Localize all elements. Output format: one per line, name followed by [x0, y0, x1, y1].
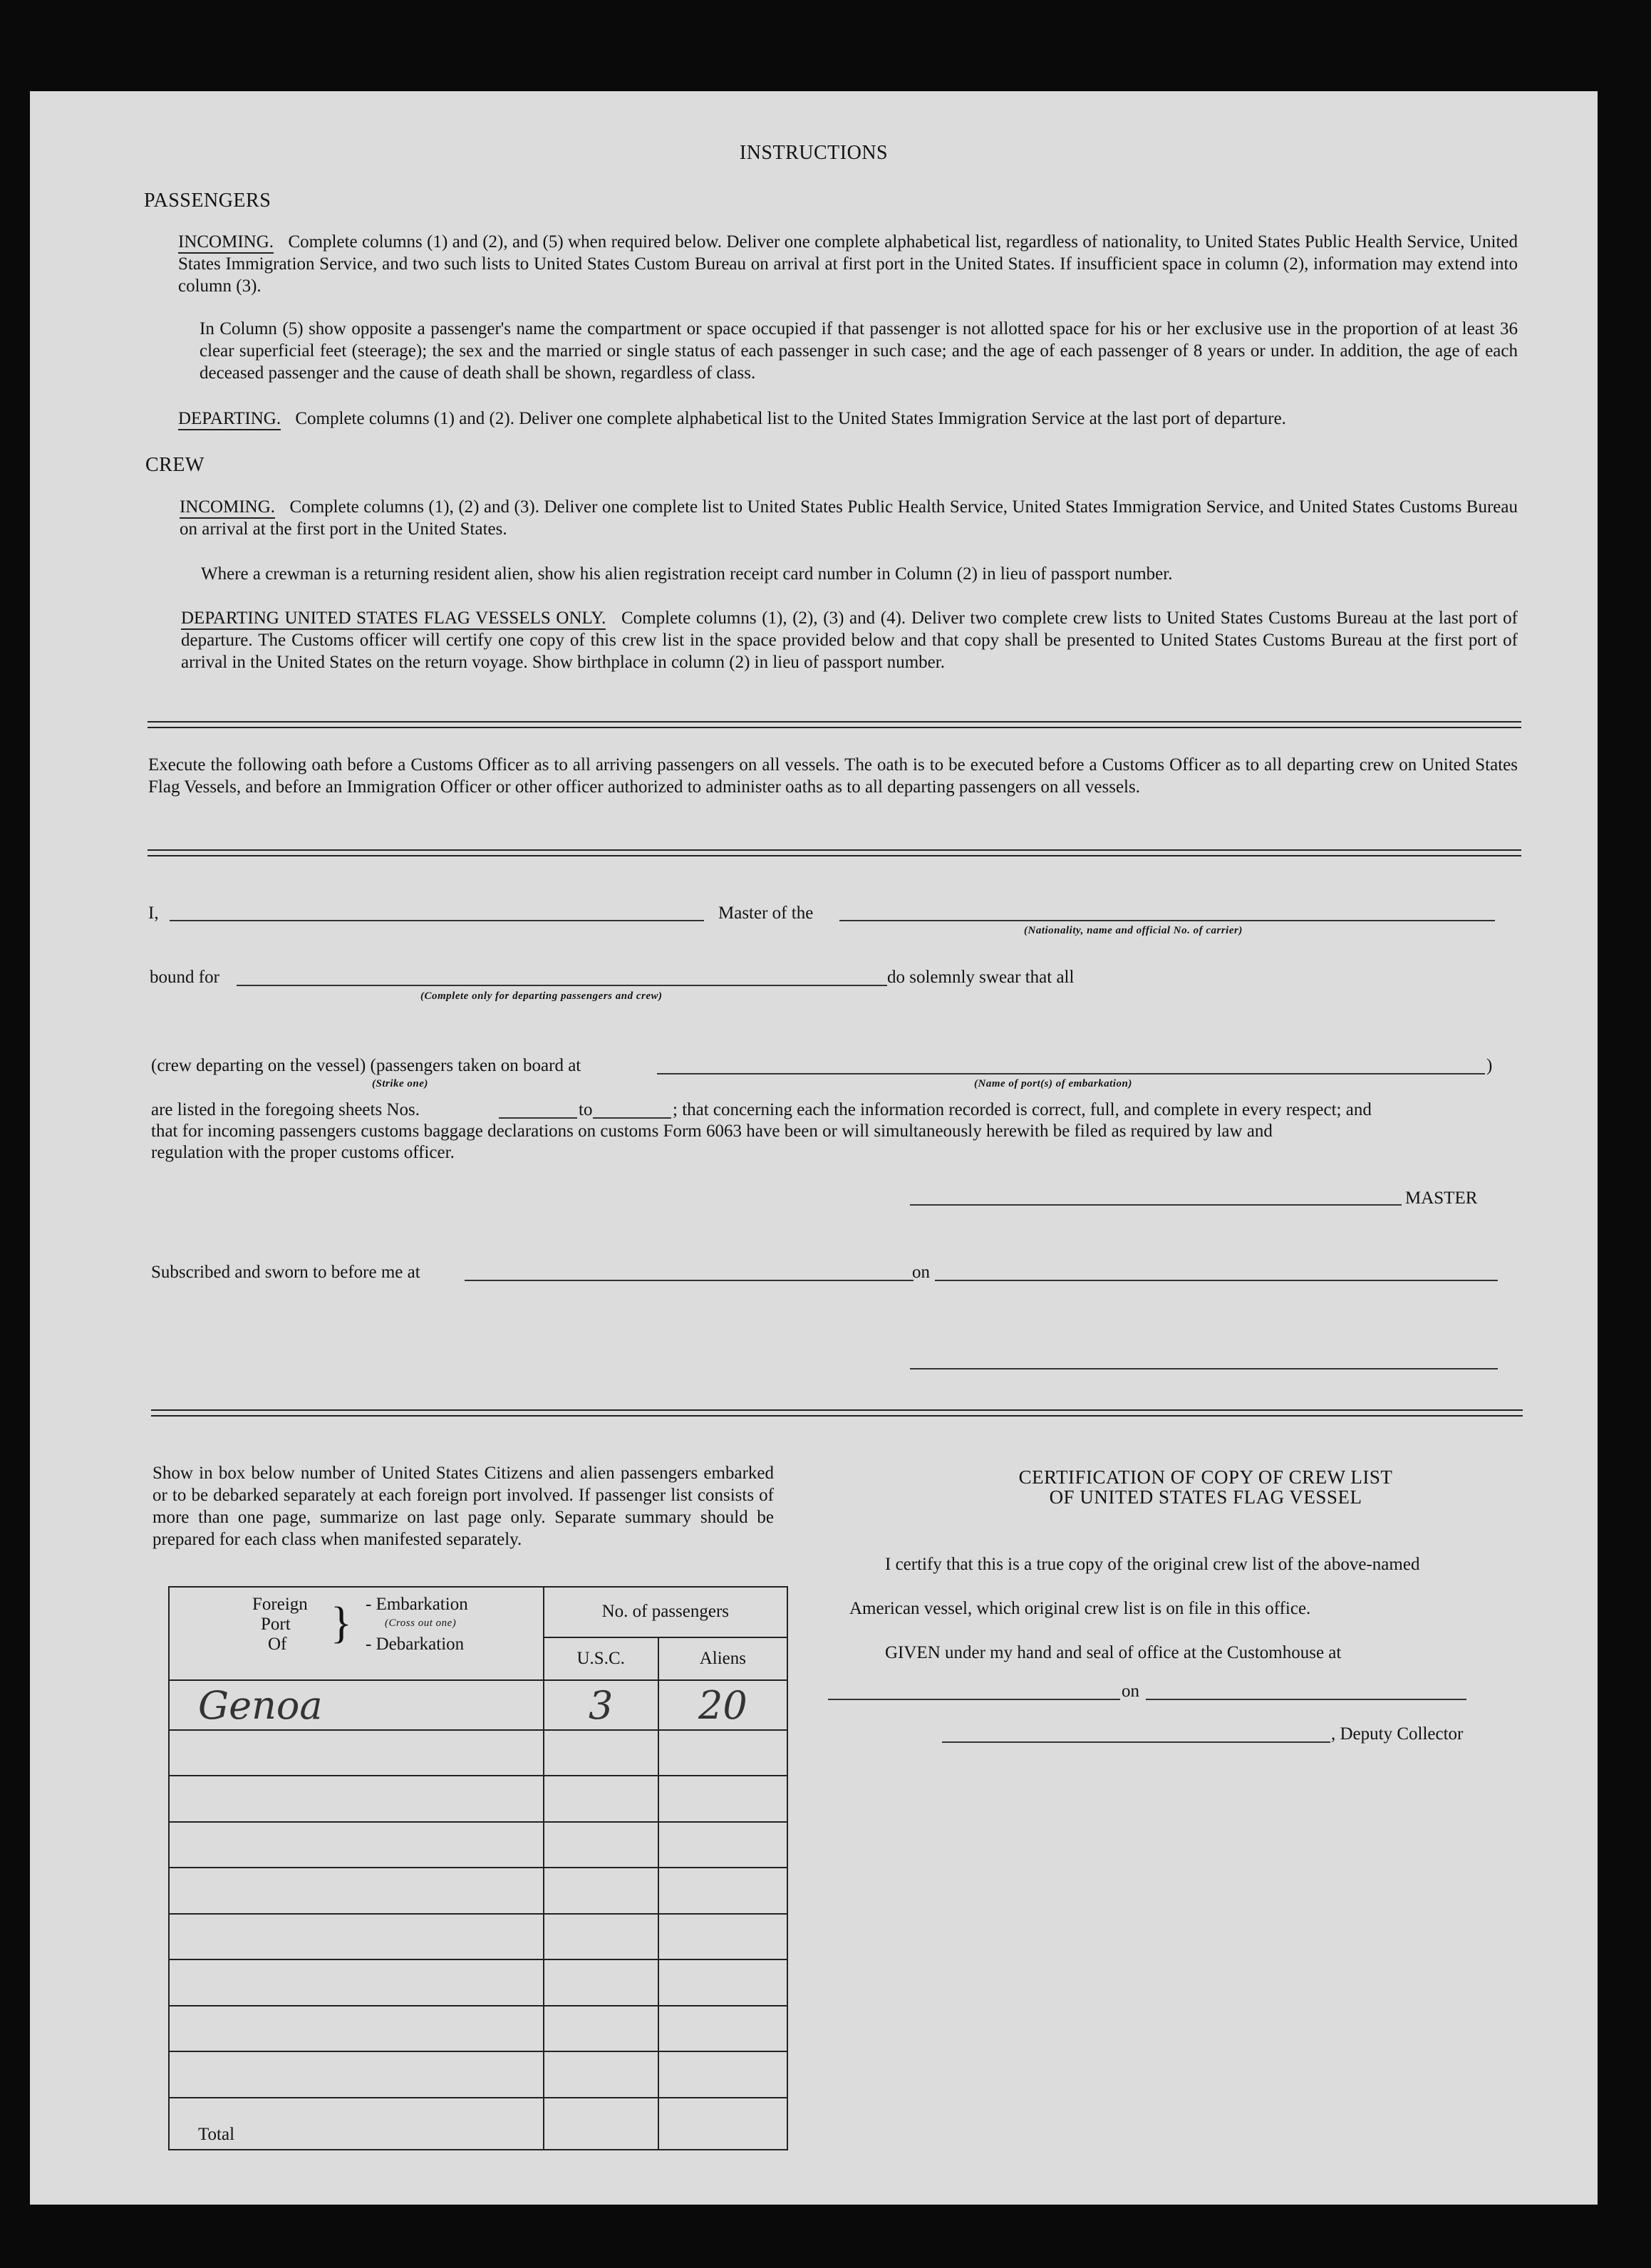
bound-for-label: bound for — [150, 968, 219, 987]
crew-incoming-label: INCOMING. — [180, 497, 275, 519]
usc-header: U.S.C. — [544, 1637, 658, 1680]
passengers-departing-paragraph — [178, 408, 1518, 430]
aliens-header: Aliens — [658, 1637, 787, 1680]
embarkation-port-field[interactable] — [657, 1073, 1485, 1075]
form-sheet — [30, 91, 1598, 2205]
table-row-usc-cell[interactable] — [544, 1730, 658, 1776]
sheet-from-field[interactable] — [499, 1117, 577, 1119]
table-row-aliens-cell[interactable] — [658, 1822, 787, 1868]
oath-intro: Execute the following oath before a Customs Officer as to all arriving passengers on all vessels. The oath is to be executed before a Customs Officer as to all departing crew on United States Flag Vessels, and before an Immigration Officer or other officer authorized to administer oaths as to all departing passengers on all vessels. — [148, 755, 1518, 797]
sheet-to-field[interactable] — [593, 1117, 671, 1119]
master-signature-field[interactable] — [910, 1204, 1402, 1206]
handwritten-usc: 3 — [589, 1682, 614, 1728]
passengers-heading: PASSENGERS — [144, 190, 271, 212]
summary-instructions: Show in box below number of United States Citizens and alien passengers embarked or to be debarked separately at each foreign port involved. If passenger list consists of more than one page, summarize on last page only. Separate summary should be prepared for each class when manifested separately. — [152, 1464, 774, 1549]
table-row-port-cell[interactable] — [169, 1914, 544, 1959]
deputy-signature-field[interactable] — [942, 1741, 1330, 1743]
table-row-port-cell[interactable] — [169, 1822, 544, 1868]
table-row-port-cell[interactable] — [169, 2006, 544, 2051]
sworn-date-field[interactable] — [935, 1280, 1498, 1281]
table-row-aliens-cell[interactable] — [658, 1680, 787, 1730]
header-brace: } — [331, 1599, 352, 1647]
port-caption: (Name of port(s) of embarkation) — [974, 1078, 1132, 1089]
table-row-port-cell[interactable] — [169, 1730, 544, 1776]
passengers-incoming-paragraph — [178, 231, 1518, 297]
table-row-aliens-cell[interactable] — [658, 1776, 787, 1821]
bound-caption: (Complete only for departing passengers and crew) — [420, 990, 663, 1002]
carrier-caption: (Nationality, name and official No. of carrier) — [1024, 925, 1243, 936]
master-of-the-label: Master of the — [718, 903, 814, 923]
master-name-field[interactable] — [170, 920, 704, 921]
table-row-aliens-cell[interactable] — [658, 2051, 787, 2097]
table-row-usc-cell[interactable] — [544, 1822, 658, 1868]
table-row-port-cell[interactable] — [169, 1680, 544, 1730]
table-row-usc-cell[interactable] — [544, 1959, 658, 2005]
listed-line3: regulation with the proper customs officer. — [151, 1143, 455, 1162]
passenger-summary-table — [168, 1586, 788, 2150]
certification-title-1: CERTIFICATION OF COPY OF CREW LIST — [1018, 1466, 1393, 1488]
passengers-incoming-label: INCOMING. — [178, 232, 274, 254]
table-row-usc-cell[interactable] — [544, 2051, 658, 2097]
header-of: Of — [268, 1635, 287, 1654]
subscribed-label: Subscribed and sworn to before me at — [151, 1263, 420, 1282]
swear-text: do solemnly swear that all — [887, 968, 1075, 987]
total-aliens-cell[interactable] — [658, 2098, 787, 2150]
crew-departing-text: (crew departing on the vessel) (passengers taken on board at — [151, 1056, 581, 1075]
table-row-aliens-cell[interactable] — [658, 1730, 787, 1776]
table-row-usc-cell[interactable] — [544, 1868, 658, 1913]
passengers-departing-text: Complete columns (1) and (2). Deliver one complete alphabetical list to the United States Immigration Service at the last port of departure. — [295, 409, 1286, 428]
table-row-usc-cell[interactable] — [544, 1914, 658, 1959]
given-text: GIVEN under my hand and seal of office at the Customhouse at — [885, 1643, 1342, 1662]
crew-incoming-paragraph — [180, 496, 1518, 540]
table-row-port-cell[interactable] — [169, 1868, 544, 1913]
divider-double — [147, 721, 1521, 728]
sworn-place-field[interactable] — [465, 1280, 914, 1281]
certification-title-2: OF UNITED STATES FLAG VESSEL — [1049, 1486, 1362, 1508]
table-row-usc-cell[interactable] — [544, 1680, 658, 1730]
handwritten-aliens: 20 — [698, 1682, 747, 1728]
header-embarkation: - Embarkation — [366, 1595, 468, 1614]
table-row-aliens-cell[interactable] — [658, 1959, 787, 2005]
header-debarkation: - Debarkation — [366, 1635, 465, 1654]
carrier-field[interactable] — [839, 920, 1495, 921]
column5-paragraph: In Column (5) show opposite a passenger's name the compartment or space occupied if that passenger is not allotted space for his or her exclusive use in the proportion of at least 36 clear superficial feet (steerage); the sex and the married or single status of each passenger in such case; and the age of each passenger of 8 years or under. In addition, the age of each deceased passenger and the cause of death shall be shown, regardless of class. — [200, 319, 1518, 383]
divider-double — [151, 1409, 1523, 1417]
strike-caption: (Strike one) — [372, 1078, 428, 1089]
crew-incoming-text: Complete columns (1), (2) and (3). Deliver one complete list to United States Public Health Service, United States Immigration Service, and United States Customs Bureau on arrival at the first port in the United States. — [180, 497, 1518, 539]
table-row-port-cell[interactable] — [169, 1959, 544, 2005]
passengers-departing-label: DEPARTING. — [178, 409, 281, 430]
certification-date-field[interactable] — [1146, 1699, 1466, 1700]
crew-flag-paragraph — [181, 607, 1518, 673]
crew-heading: CREW — [145, 454, 205, 476]
port-header-cell — [169, 1587, 544, 1680]
master-label: MASTER — [1405, 1189, 1478, 1208]
officer-signature-field[interactable] — [910, 1368, 1498, 1369]
listed-line2: that for incoming passengers customs baggage declarations on customs Form 6063 have been or will simultaneously herewith be filed as required by law and — [151, 1122, 1273, 1141]
no-of-passengers-header: No. of passengers — [544, 1587, 787, 1637]
divider-double — [147, 849, 1521, 856]
table-row-usc-cell[interactable] — [544, 2006, 658, 2051]
handwritten-port: Genoa — [198, 1682, 323, 1728]
total-label-cell: Total — [169, 2098, 544, 2150]
certification-on-label: on — [1122, 1682, 1139, 1701]
table-row-aliens-cell[interactable] — [658, 2006, 787, 2051]
deputy-collector-label: , Deputy Collector — [1331, 1724, 1464, 1744]
table-row-usc-cell[interactable] — [544, 1776, 658, 1821]
certify-text-2: American vessel, which original crew list is on file in this office. — [849, 1599, 1311, 1618]
table-row-aliens-cell[interactable] — [658, 1868, 787, 1913]
passengers-incoming-text: Complete columns (1) and (2), and (5) when required below. Deliver one complete alphabetical list, regardless of nationality, to United States Public Health Service, United States Immigration Service, and two such lists to United States Custom Bureau on arrival at first port in the United States. If insufficient space in column (2), information may extend into column (3). — [178, 232, 1518, 296]
table-row-aliens-cell[interactable] — [658, 1914, 787, 1959]
sworn-on-label: on — [912, 1263, 930, 1282]
header-port: Port — [261, 1615, 291, 1634]
listed-rest: ; that concerning each the information recorded is correct, full, and complete in every respect; and — [673, 1100, 1372, 1119]
to-label: to — [579, 1100, 593, 1119]
total-usc-cell[interactable] — [544, 2098, 658, 2150]
oath-i-label: I, — [148, 903, 159, 923]
header-cross-out: (Cross out one) — [385, 1617, 457, 1629]
crew-resident-paragraph: Where a crewman is a returning resident alien, show his alien registration receipt card number in Column (2) in lieu of passport number. — [201, 564, 1173, 584]
crew-flag-label: DEPARTING UNITED STATES FLAG VESSELS ONLY. — [181, 609, 606, 630]
certify-text: I certify that this is a true copy of the original crew list of the above-named — [885, 1555, 1420, 1574]
listed-text: are listed in the foregoing sheets Nos. — [151, 1100, 420, 1119]
close-paren: ) — [1486, 1056, 1493, 1075]
table-row-port-cell[interactable] — [169, 1776, 544, 1821]
certification-place-field[interactable] — [828, 1699, 1120, 1700]
table-row-port-cell[interactable] — [169, 2051, 544, 2097]
crew-flag-text: Complete columns (1), (2), (3) and (4). Deliver two complete crew lists to United States Customs Bureau at the last port of departure. The Customs officer will certify one copy of this crew list in the space provided below and that copy shall be presented to United States Customs Bureau at the first port of arrival in the United States on the return voyage. Show birthplace in column (2) in lieu of passport number. — [181, 609, 1518, 672]
bound-for-field[interactable] — [237, 985, 887, 986]
instructions-title: INSTRUCTIONS — [739, 142, 889, 164]
header-foreign: Foreign — [252, 1595, 308, 1614]
